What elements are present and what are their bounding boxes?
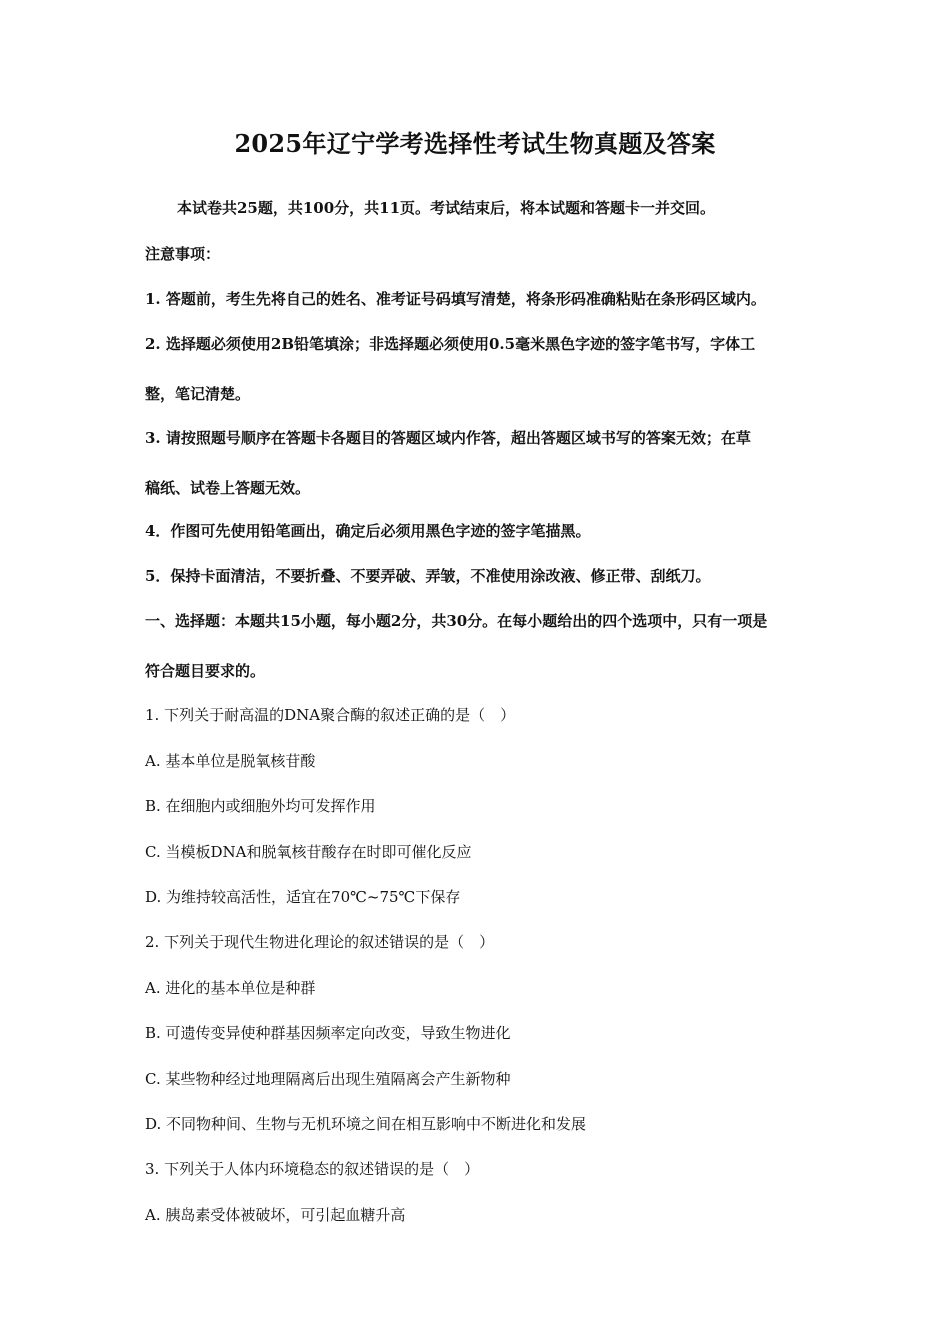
question-2-option-b: B. 可遗传变异使种群基因频率定向改变，导致生物进化 bbox=[145, 1024, 511, 1042]
section-heading: 一、选择题：本题共15小题，每小题2分，共30分。在每小题给出的四个选项中，只有一项是 bbox=[145, 612, 768, 630]
notice-item-3-continued: 稿纸、试卷上答题无效。 bbox=[145, 479, 311, 497]
notice-heading: 注意事项： bbox=[145, 245, 221, 263]
question-2-option-c: C. 某些物种经过地理隔离后出现生殖隔离会产生新物种 bbox=[145, 1070, 511, 1088]
section-heading-continued: 符合题目要求的。 bbox=[145, 662, 266, 680]
question-1-option-c: C. 当模板DNA和脱氧核苷酸存在时即可催化反应 bbox=[145, 843, 472, 861]
notice-item-3: 3. 请按照题号顺序在答题卡各题目的答题区域内作答，超出答题区域书写的答案无效；在草 bbox=[145, 429, 751, 447]
page-title: 2025年辽宁学考选择性考试生物真题及答案 bbox=[234, 129, 716, 158]
notice-item-4: 4．作图可先使用铅笔画出，确定后必须用黑色字迹的签字笔描黑。 bbox=[145, 522, 591, 540]
notice-item-2: 2. 选择题必须使用2B铅笔填涂；非选择题必须使用0.5毫米黑色字迹的签字笔书写，字体工 bbox=[145, 335, 756, 353]
notice-item-5: 5．保持卡面清洁，不要折叠、不要弄破、弄皱，不准使用涂改液、修正带、刮纸刀。 bbox=[145, 567, 711, 585]
notice-item-1: 1. 答题前，考生先将自己的姓名、准考证号码填写清楚，将条形码准确粘贴在条形码区域内。 bbox=[145, 290, 766, 308]
question-1-option-b: B. 在细胞内或细胞外均可发挥作用 bbox=[145, 797, 376, 815]
question-1-option-a: A. 基本单位是脱氧核苷酸 bbox=[145, 752, 316, 770]
question-2-option-a: A. 进化的基本单位是种群 bbox=[145, 979, 316, 997]
question-1-stem: 1. 下列关于耐高温的DNA聚合酶的叙述正确的是（ ） bbox=[145, 706, 516, 724]
question-3-option-a: A. 胰岛素受体被破坏，可引起血糖升高 bbox=[145, 1206, 406, 1224]
exam-intro: 本试卷共25题，共100分，共11页。考试结束后，将本试题和答题卡一并交回。 bbox=[177, 199, 716, 217]
question-2-stem: 2. 下列关于现代生物进化理论的叙述错误的是（ ） bbox=[145, 933, 495, 951]
question-1-option-d: D. 为维持较高活性，适宜在70℃~75℃下保存 bbox=[145, 888, 461, 906]
question-2-option-d: D. 不同物种间、生物与无机环境之间在相互影响中不断进化和发展 bbox=[145, 1115, 587, 1133]
notice-item-2-continued: 整，笔记清楚。 bbox=[145, 385, 251, 403]
question-3-stem: 3. 下列关于人体内环境稳态的叙述错误的是（ ） bbox=[145, 1160, 480, 1178]
